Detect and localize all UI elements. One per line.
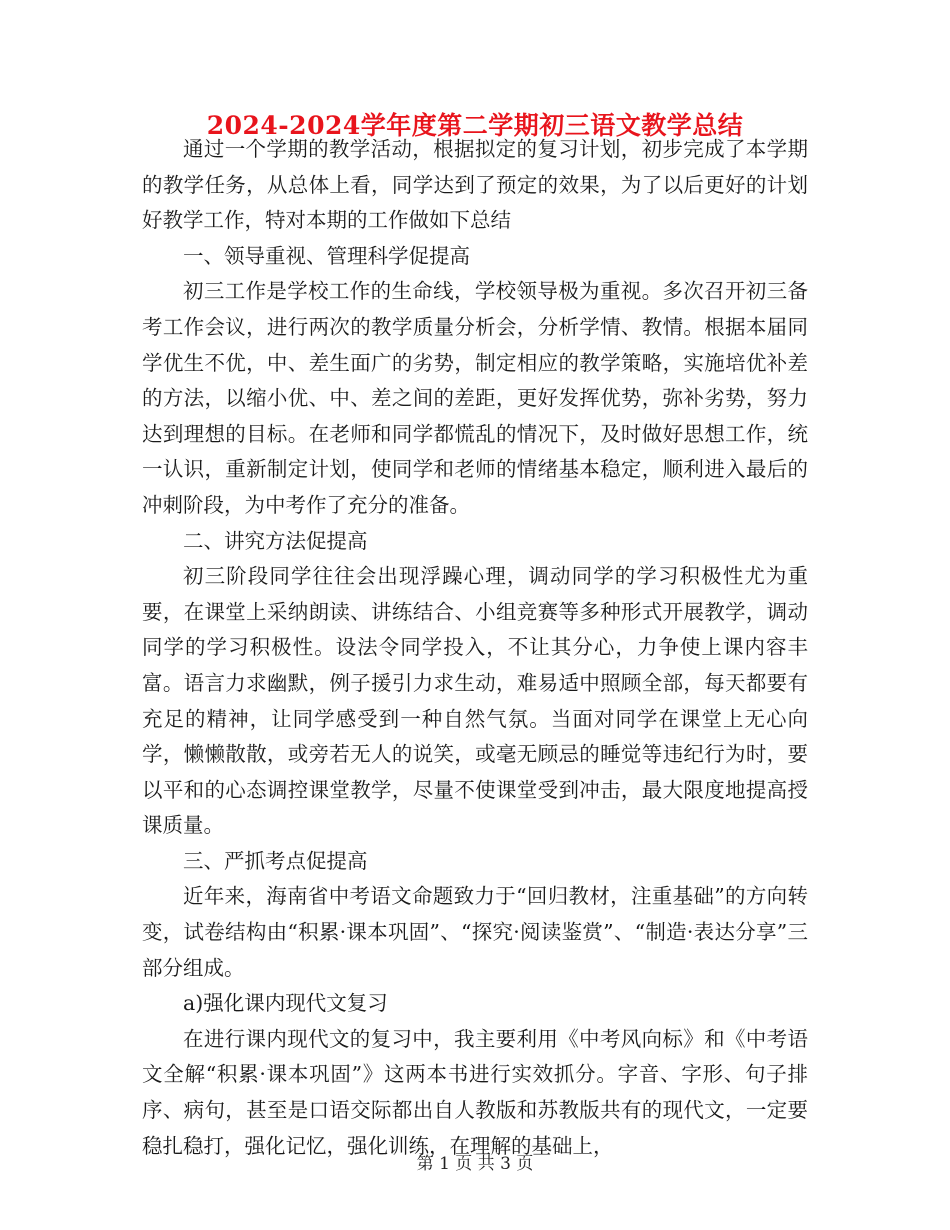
paragraph-section-2: 初三阶段同学往往会出现浮躁心理，调动同学的学习积极性尤为重要，在课堂上采纳朗读、讲练结合、小组竞赛等多种形式开展教学，调动同学的学习积极性。设法令同学投入，不让其分心，力争使上课内容丰富。语言力求幽默，例子援引力求生动，难易适中照顾全部，每天都要有充足的精神，让同学感受到一种自然气氛。当面对同学在课堂上无心向学，懒懒散散，或旁若无人的说笑，或毫无顾忌的睡觉等违纪行为时，要以平和的心态调控课堂教学，尽量不使课堂受到冲击，最大限度地提高授课质量。 [142, 564, 808, 838]
page-footer: 第 1 页 共 3 页 [416, 1154, 534, 1174]
section-heading-2: 二、讲究方法促提高 [183, 528, 368, 553]
document-title: 2024-2024学年度第二学期初三语文教学总结 [206, 111, 744, 140]
section-heading-1: 一、领导重视、管理科学促提高 [183, 243, 470, 268]
paragraph-section-1: 初三工作是学校工作的生命线，学校领导极为重视。多次召开初三备考工作会议，进行两次的教学质量分析会，分析学情、教情。根据本届同学优生不优，中、差生面广的劣势，制定相应的教学策略，实施培优补差的方法，以缩小优、中、差之间的差距，更好发挥优势，弥补劣势，努力达到理想的目标。在老师和同学都慌乱的情况下，及时做好思想工作，统一认识，重新制定计划，使同学和老师的情绪基本稳定，顺利进入最后的冲刺阶段，为中考作了充分的准备。 [142, 279, 808, 517]
paragraph-intro: 通过一个学期的教学活动，根据拟定的复习计划，初步完成了本学期的教学任务，从总体上看，同学达到了预定的效果，为了以后更好的计划好教学工作，特对本期的工作做如下总结 [142, 137, 808, 233]
section-heading-3: 三、严抓考点促提高 [183, 848, 368, 873]
document-body [142, 132, 808, 1164]
paragraph-section-3: 近年来，海南省中考语文命题致力于“回归教材，注重基础”的方向转变，试卷结构由“积累·课本巩固”、“探究·阅读鉴赏”、“制造·表达分享”三部分组成。 [142, 884, 808, 980]
paragraph-subsection-a: 在进行课内现代文的复习中，我主要利用《中考风向标》和《中考语文全解“积累·课本巩固”》这两本书进行实效抓分。字音、字形、句子排序、病句，甚至是口语交际都出自人教版和苏教版共有的现代文，一定要稳扎稳打，强化记忆，强化训练，在理解的基础上， [142, 1026, 808, 1158]
subsection-heading-a: a)强化课内现代文复习 [183, 991, 388, 1016]
